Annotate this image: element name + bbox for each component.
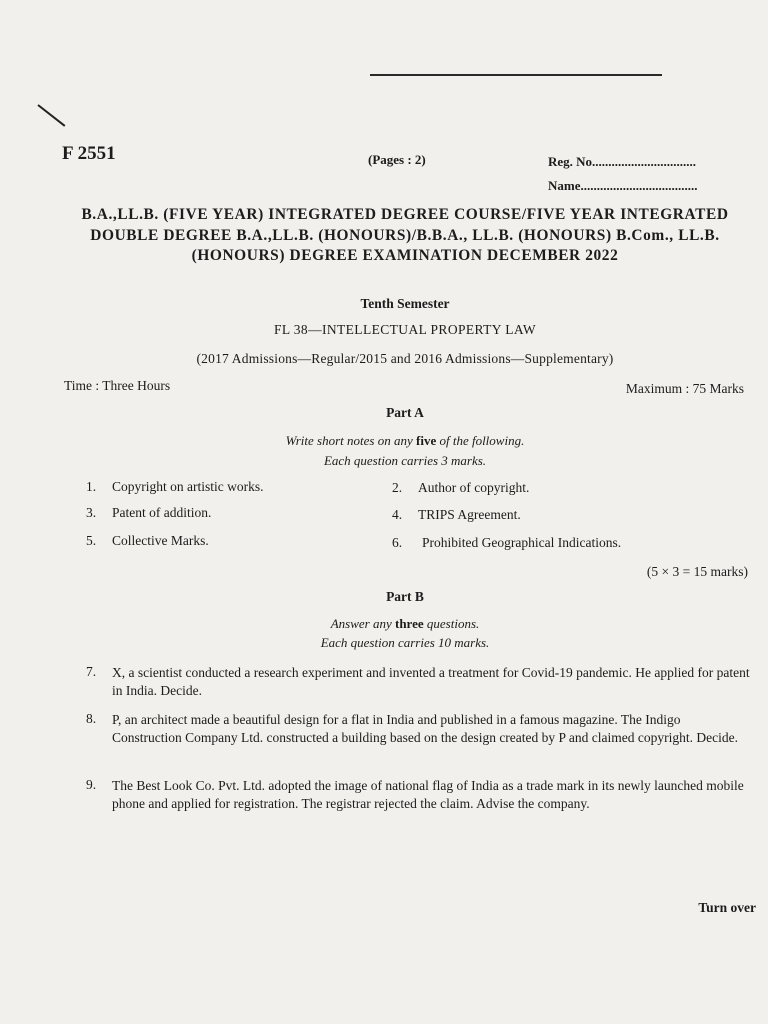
- part-b-instruction: Answer any three questions.: [330, 616, 480, 631]
- question-text: X, a scientist conducted a research experiment and invented a treatment for Covid-19 pandemic. He applied for patent in India. Decide.: [112, 665, 750, 698]
- question-text: Prohibited Geographical Indications.: [422, 535, 622, 550]
- question-text: Collective Marks.: [112, 533, 209, 548]
- question-text: TRIPS Agreement.: [418, 507, 521, 522]
- admissions-line: (2017 Admissions—Regular/2015 and 2016 Admissions—Supplementary): [196, 351, 614, 366]
- question-number: 4.: [392, 507, 403, 522]
- part-a-instruction: Write short notes on any five of the following.: [285, 433, 525, 448]
- question-text: P, an architect made a beautiful design for a flat in India and published in a famous magazine. The Indigo Construction Company Ltd. constructed a building based on the design created by P and claimed copyright. Decide.: [112, 712, 738, 745]
- pages-count: (Pages : 2): [368, 152, 426, 167]
- pen-tick-mark: [37, 104, 65, 127]
- question-number: 7.: [86, 664, 97, 679]
- question-text: The Best Look Co. Pvt. Ltd. adopted the image of national flag of India as a trade mark in its newly launched mobile phone and applied for registration. The registrar rejected the claim. Advise the company.: [112, 778, 744, 811]
- paper-title: FL 38—INTELLECTUAL PROPERTY LAW: [273, 322, 537, 337]
- part-b-marks-note: Each question carries 10 marks.: [320, 635, 490, 650]
- maximum-marks: Maximum : 75 Marks: [625, 381, 744, 396]
- part-b-heading: Part B: [386, 589, 424, 604]
- question-number: 6.: [392, 535, 403, 550]
- question-number: 2.: [392, 480, 403, 495]
- part-a-heading: Part A: [386, 405, 424, 420]
- reg-no-field: Reg. No................................: [548, 154, 697, 169]
- turn-over: Turn over: [698, 900, 756, 915]
- name-field: Name....................................: [548, 178, 698, 193]
- question-number: 9.: [86, 777, 97, 792]
- question-text: Author of copyright.: [418, 480, 530, 495]
- time-allowed: Time : Three Hours: [64, 378, 171, 393]
- top-rule: [370, 74, 662, 76]
- part-a-total-marks: (5 × 3 = 15 marks): [646, 564, 748, 579]
- question-number: 1.: [86, 479, 97, 494]
- question-text: Copyright on artistic works.: [112, 479, 264, 494]
- semester: Tenth Semester: [360, 296, 450, 311]
- paper-code: F 2551: [62, 143, 116, 164]
- question-number: 5.: [86, 533, 97, 548]
- part-a-marks-note: Each question carries 3 marks.: [323, 453, 487, 468]
- question-text: Patent of addition.: [112, 505, 212, 520]
- exam-title: B.A.,LL.B. (FIVE YEAR) INTEGRATED DEGREE COURSE/FIVE YEAR INTEGRATED DOUBLE DEGREE B.A.,LL.B. (HONOURS)/B.B.A., LL.B. (HONOURS) B.Com., LL.B. (HONOURS) DEGREE EXAMINATION DECEMBER 2022: [81, 206, 729, 264]
- question-number: 3.: [86, 505, 97, 520]
- question-number: 8.: [86, 711, 97, 726]
